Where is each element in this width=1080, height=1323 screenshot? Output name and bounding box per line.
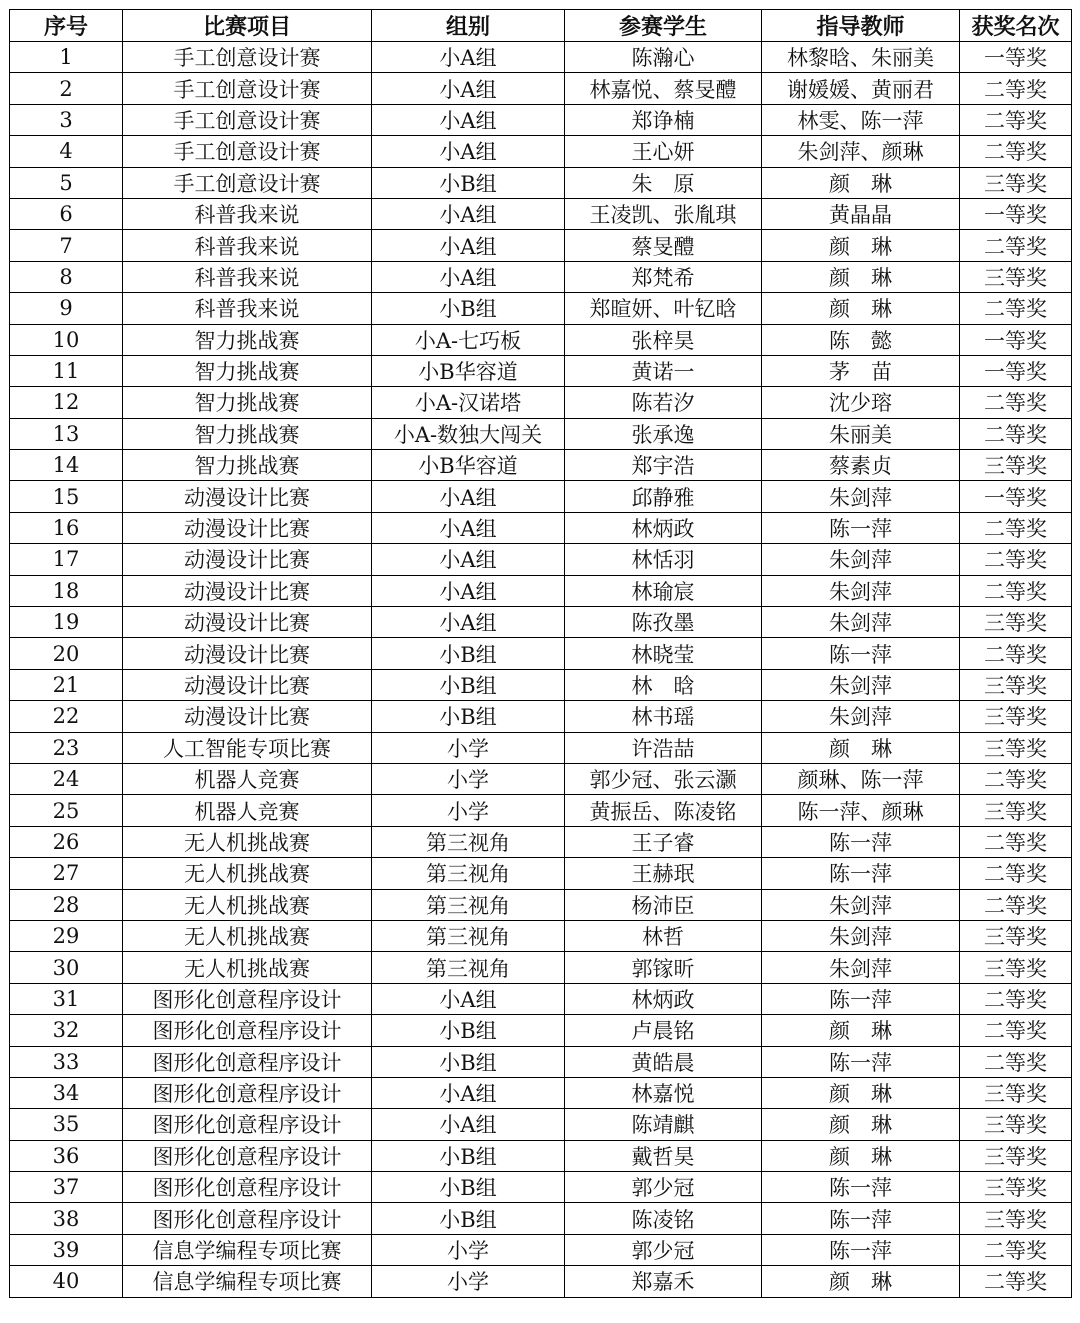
cell-teachers: 颜 琳 — [762, 261, 960, 292]
cell-group: 小A组 — [372, 230, 565, 261]
cell-index: 23 — [10, 732, 123, 763]
cell-teachers: 朱剑萍 — [762, 607, 960, 638]
header-students: 参赛学生 — [565, 10, 762, 42]
cell-competition: 图形化创意程序设计 — [123, 1172, 372, 1203]
cell-students: 郭镓昕 — [565, 952, 762, 983]
cell-teachers: 陈一萍 — [762, 512, 960, 543]
cell-teachers: 陈一萍 — [762, 638, 960, 669]
cell-award: 三等奖 — [960, 261, 1072, 292]
cell-group: 小A组 — [372, 261, 565, 292]
table-row — [10, 230, 1072, 261]
cell-students: 林瑜宸 — [565, 575, 762, 606]
cell-teachers: 颜 琳 — [762, 1266, 960, 1297]
cell-group: 小学 — [372, 1266, 565, 1297]
cell-students: 戴哲昊 — [565, 1140, 762, 1171]
table-row — [10, 1046, 1072, 1077]
cell-award: 二等奖 — [960, 1234, 1072, 1265]
cell-award: 三等奖 — [960, 920, 1072, 951]
cell-teachers: 陈一萍 — [762, 1046, 960, 1077]
cell-index: 35 — [10, 1109, 123, 1140]
table-row — [10, 732, 1072, 763]
cell-students: 黄诺一 — [565, 355, 762, 386]
cell-group: 小B组 — [372, 669, 565, 700]
cell-index: 17 — [10, 544, 123, 575]
cell-group: 小B组 — [372, 167, 565, 198]
cell-group: 小A组 — [372, 42, 565, 73]
cell-group: 第三视角 — [372, 952, 565, 983]
table-row — [10, 669, 1072, 700]
cell-teachers: 茅 苗 — [762, 355, 960, 386]
cell-index: 36 — [10, 1140, 123, 1171]
cell-teachers: 朱剑萍 — [762, 889, 960, 920]
table-row — [10, 261, 1072, 292]
cell-teachers: 颜 琳 — [762, 293, 960, 324]
cell-group: 小A组 — [372, 575, 565, 606]
cell-index: 27 — [10, 858, 123, 889]
cell-competition: 无人机挑战赛 — [123, 889, 372, 920]
cell-competition: 科普我来说 — [123, 198, 372, 229]
cell-group: 小B组 — [372, 638, 565, 669]
cell-students: 林恬羽 — [565, 544, 762, 575]
cell-teachers: 沈少瑢 — [762, 387, 960, 418]
cell-teachers: 林黎晗、朱丽美 — [762, 42, 960, 73]
cell-award: 一等奖 — [960, 324, 1072, 355]
cell-group: 小A组 — [372, 983, 565, 1014]
cell-students: 王赫珉 — [565, 858, 762, 889]
cell-competition: 手工创意设计赛 — [123, 73, 372, 104]
cell-teachers: 颜 琳 — [762, 1109, 960, 1140]
cell-teachers: 颜 琳 — [762, 1015, 960, 1046]
cell-index: 2 — [10, 73, 123, 104]
cell-students: 郭少冠 — [565, 1172, 762, 1203]
cell-award: 三等奖 — [960, 1140, 1072, 1171]
cell-students: 郭少冠、张云灏 — [565, 763, 762, 794]
cell-teachers: 颜 琳 — [762, 1140, 960, 1171]
cell-competition: 图形化创意程序设计 — [123, 1015, 372, 1046]
cell-index: 25 — [10, 795, 123, 826]
cell-competition: 手工创意设计赛 — [123, 167, 372, 198]
cell-index: 1 — [10, 42, 123, 73]
cell-teachers: 朱剑萍 — [762, 669, 960, 700]
cell-index: 8 — [10, 261, 123, 292]
cell-award: 二等奖 — [960, 889, 1072, 920]
cell-index: 9 — [10, 293, 123, 324]
cell-teachers: 朱剑萍 — [762, 920, 960, 951]
cell-teachers: 朱剑萍、颜琳 — [762, 136, 960, 167]
table-row — [10, 324, 1072, 355]
cell-competition: 手工创意设计赛 — [123, 136, 372, 167]
cell-teachers: 陈一萍 — [762, 983, 960, 1014]
cell-competition: 无人机挑战赛 — [123, 826, 372, 857]
cell-award: 二等奖 — [960, 638, 1072, 669]
cell-group: 小A-七巧板 — [372, 324, 565, 355]
cell-competition: 手工创意设计赛 — [123, 104, 372, 135]
cell-competition: 科普我来说 — [123, 230, 372, 261]
cell-group: 小B组 — [372, 293, 565, 324]
cell-students: 陈靖麒 — [565, 1109, 762, 1140]
cell-index: 11 — [10, 355, 123, 386]
cell-index: 38 — [10, 1203, 123, 1234]
cell-competition: 无人机挑战赛 — [123, 952, 372, 983]
cell-teachers: 陈 懿 — [762, 324, 960, 355]
cell-group: 小A组 — [372, 1077, 565, 1108]
cell-award: 二等奖 — [960, 1266, 1072, 1297]
cell-group: 小B华容道 — [372, 450, 565, 481]
cell-students: 王子睿 — [565, 826, 762, 857]
cell-group: 第三视角 — [372, 826, 565, 857]
table-row — [10, 826, 1072, 857]
cell-index: 16 — [10, 512, 123, 543]
table-row — [10, 1140, 1072, 1171]
cell-award: 二等奖 — [960, 575, 1072, 606]
cell-competition: 科普我来说 — [123, 261, 372, 292]
cell-group: 小A组 — [372, 136, 565, 167]
cell-competition: 图形化创意程序设计 — [123, 983, 372, 1014]
cell-students: 杨沛臣 — [565, 889, 762, 920]
cell-students: 陈若汐 — [565, 387, 762, 418]
cell-teachers: 朱剑萍 — [762, 952, 960, 983]
table-row — [10, 167, 1072, 198]
cell-award: 二等奖 — [960, 418, 1072, 449]
header-group: 组别 — [372, 10, 565, 42]
cell-award: 三等奖 — [960, 732, 1072, 763]
cell-teachers: 陈一萍 — [762, 826, 960, 857]
header-index: 序号 — [10, 10, 123, 42]
table-row — [10, 1077, 1072, 1108]
table-row — [10, 1266, 1072, 1297]
cell-group: 小A-数独大闯关 — [372, 418, 565, 449]
cell-award: 三等奖 — [960, 167, 1072, 198]
cell-group: 小学 — [372, 763, 565, 794]
cell-group: 小A组 — [372, 481, 565, 512]
cell-group: 小A组 — [372, 1109, 565, 1140]
cell-students: 王心妍 — [565, 136, 762, 167]
header-award: 获奖名次 — [960, 10, 1072, 42]
cell-index: 5 — [10, 167, 123, 198]
cell-award: 二等奖 — [960, 858, 1072, 889]
cell-students: 陈凌铭 — [565, 1203, 762, 1234]
cell-students: 林哲 — [565, 920, 762, 951]
header-teachers: 指导教师 — [762, 10, 960, 42]
cell-teachers: 陈一萍 — [762, 1172, 960, 1203]
cell-teachers: 谢媛媛、黄丽君 — [762, 73, 960, 104]
cell-index: 19 — [10, 607, 123, 638]
cell-teachers: 颜琳、陈一萍 — [762, 763, 960, 794]
table-row — [10, 136, 1072, 167]
cell-teachers: 蔡素贞 — [762, 450, 960, 481]
cell-index: 30 — [10, 952, 123, 983]
cell-award: 三等奖 — [960, 795, 1072, 826]
table-row — [10, 198, 1072, 229]
cell-group: 第三视角 — [372, 858, 565, 889]
cell-students: 郑暄妍、叶钇晗 — [565, 293, 762, 324]
cell-teachers: 朱剑萍 — [762, 701, 960, 732]
cell-teachers: 陈一萍 — [762, 1203, 960, 1234]
table-row — [10, 1109, 1072, 1140]
table-row — [10, 293, 1072, 324]
table-row — [10, 512, 1072, 543]
cell-competition: 信息学编程专项比赛 — [123, 1234, 372, 1265]
cell-group: 小B组 — [372, 1140, 565, 1171]
cell-index: 12 — [10, 387, 123, 418]
table-row — [10, 355, 1072, 386]
table-row — [10, 73, 1072, 104]
cell-award: 三等奖 — [960, 1203, 1072, 1234]
cell-award: 三等奖 — [960, 669, 1072, 700]
cell-teachers: 黄晶晶 — [762, 198, 960, 229]
cell-students: 蔡旻醴 — [565, 230, 762, 261]
cell-teachers: 颜 琳 — [762, 732, 960, 763]
cell-award: 二等奖 — [960, 387, 1072, 418]
cell-group: 小A组 — [372, 198, 565, 229]
table-row — [10, 763, 1072, 794]
cell-competition: 智力挑战赛 — [123, 418, 372, 449]
cell-students: 陈瀚心 — [565, 42, 762, 73]
cell-competition: 智力挑战赛 — [123, 324, 372, 355]
table-row — [10, 795, 1072, 826]
cell-students: 许浩喆 — [565, 732, 762, 763]
cell-students: 朱 原 — [565, 167, 762, 198]
cell-group: 小B组 — [372, 1203, 565, 1234]
cell-students: 卢晨铭 — [565, 1015, 762, 1046]
table-row — [10, 42, 1072, 73]
cell-index: 10 — [10, 324, 123, 355]
cell-index: 24 — [10, 763, 123, 794]
cell-students: 郑梵希 — [565, 261, 762, 292]
cell-competition: 动漫设计比赛 — [123, 701, 372, 732]
table-row — [10, 544, 1072, 575]
cell-teachers: 陈一萍 — [762, 1234, 960, 1265]
cell-index: 31 — [10, 983, 123, 1014]
cell-award: 三等奖 — [960, 701, 1072, 732]
cell-index: 40 — [10, 1266, 123, 1297]
table-row — [10, 1172, 1072, 1203]
cell-award: 二等奖 — [960, 230, 1072, 261]
table-row — [10, 387, 1072, 418]
cell-teachers: 林雯、陈一萍 — [762, 104, 960, 135]
table-row — [10, 983, 1072, 1014]
cell-index: 29 — [10, 920, 123, 951]
table-row — [10, 104, 1072, 135]
cell-award: 三等奖 — [960, 1109, 1072, 1140]
cell-group: 小B组 — [372, 1015, 565, 1046]
cell-students: 林炳政 — [565, 512, 762, 543]
cell-index: 7 — [10, 230, 123, 261]
cell-award: 三等奖 — [960, 450, 1072, 481]
cell-group: 小学 — [372, 732, 565, 763]
cell-competition: 无人机挑战赛 — [123, 920, 372, 951]
cell-award: 三等奖 — [960, 952, 1072, 983]
cell-competition: 智力挑战赛 — [123, 450, 372, 481]
cell-award: 二等奖 — [960, 136, 1072, 167]
table-row — [10, 858, 1072, 889]
cell-award: 二等奖 — [960, 826, 1072, 857]
cell-students: 黄皓晨 — [565, 1046, 762, 1077]
cell-award: 三等奖 — [960, 607, 1072, 638]
cell-index: 13 — [10, 418, 123, 449]
awards-table — [9, 9, 1072, 1298]
cell-competition: 信息学编程专项比赛 — [123, 1266, 372, 1297]
cell-award: 二等奖 — [960, 1015, 1072, 1046]
cell-index: 18 — [10, 575, 123, 606]
cell-index: 37 — [10, 1172, 123, 1203]
cell-students: 林 晗 — [565, 669, 762, 700]
cell-group: 小学 — [372, 795, 565, 826]
table-row — [10, 481, 1072, 512]
cell-teachers: 朱剑萍 — [762, 481, 960, 512]
cell-competition: 智力挑战赛 — [123, 387, 372, 418]
cell-index: 26 — [10, 826, 123, 857]
cell-students: 郑宇浩 — [565, 450, 762, 481]
cell-award: 一等奖 — [960, 355, 1072, 386]
cell-students: 黄振岳、陈凌铭 — [565, 795, 762, 826]
cell-students: 邱静雅 — [565, 481, 762, 512]
cell-competition: 人工智能专项比赛 — [123, 732, 372, 763]
cell-group: 小A组 — [372, 73, 565, 104]
cell-award: 二等奖 — [960, 512, 1072, 543]
cell-index: 34 — [10, 1077, 123, 1108]
cell-competition: 动漫设计比赛 — [123, 544, 372, 575]
cell-award: 一等奖 — [960, 42, 1072, 73]
cell-index: 33 — [10, 1046, 123, 1077]
cell-award: 三等奖 — [960, 1172, 1072, 1203]
cell-competition: 图形化创意程序设计 — [123, 1140, 372, 1171]
cell-competition: 动漫设计比赛 — [123, 575, 372, 606]
cell-students: 林炳政 — [565, 983, 762, 1014]
table-row — [10, 1234, 1072, 1265]
cell-competition: 动漫设计比赛 — [123, 607, 372, 638]
cell-award: 一等奖 — [960, 198, 1072, 229]
table-row — [10, 701, 1072, 732]
cell-index: 3 — [10, 104, 123, 135]
cell-index: 28 — [10, 889, 123, 920]
cell-competition: 机器人竞赛 — [123, 763, 372, 794]
cell-index: 22 — [10, 701, 123, 732]
cell-group: 小B组 — [372, 701, 565, 732]
cell-index: 14 — [10, 450, 123, 481]
cell-index: 6 — [10, 198, 123, 229]
header-competition: 比赛项目 — [123, 10, 372, 42]
cell-teachers: 颜 琳 — [762, 167, 960, 198]
cell-award: 三等奖 — [960, 1077, 1072, 1108]
cell-competition: 智力挑战赛 — [123, 355, 372, 386]
cell-teachers: 陈一萍、颜琳 — [762, 795, 960, 826]
awards-table-container — [9, 9, 1072, 1298]
cell-students: 张承逸 — [565, 418, 762, 449]
cell-award: 二等奖 — [960, 293, 1072, 324]
cell-group: 第三视角 — [372, 920, 565, 951]
cell-group: 小A组 — [372, 544, 565, 575]
cell-students: 郑嘉禾 — [565, 1266, 762, 1297]
cell-award: 二等奖 — [960, 1046, 1072, 1077]
cell-index: 20 — [10, 638, 123, 669]
cell-index: 32 — [10, 1015, 123, 1046]
cell-group: 小B组 — [372, 1172, 565, 1203]
cell-group: 小A组 — [372, 607, 565, 638]
cell-group: 小A组 — [372, 104, 565, 135]
cell-competition: 科普我来说 — [123, 293, 372, 324]
cell-competition: 图形化创意程序设计 — [123, 1046, 372, 1077]
cell-award: 二等奖 — [960, 104, 1072, 135]
cell-competition: 手工创意设计赛 — [123, 42, 372, 73]
cell-students: 林嘉悦、蔡旻醴 — [565, 73, 762, 104]
cell-teachers: 朱丽美 — [762, 418, 960, 449]
table-body — [10, 42, 1072, 1298]
cell-index: 15 — [10, 481, 123, 512]
table-row — [10, 889, 1072, 920]
table-row — [10, 450, 1072, 481]
cell-students: 林书瑶 — [565, 701, 762, 732]
cell-teachers: 朱剑萍 — [762, 575, 960, 606]
cell-award: 二等奖 — [960, 983, 1072, 1014]
cell-teachers: 颜 琳 — [762, 1077, 960, 1108]
table-row — [10, 607, 1072, 638]
table-row — [10, 920, 1072, 951]
cell-teachers: 陈一萍 — [762, 858, 960, 889]
cell-students: 郑诤楠 — [565, 104, 762, 135]
table-row — [10, 575, 1072, 606]
cell-competition: 图形化创意程序设计 — [123, 1203, 372, 1234]
cell-competition: 无人机挑战赛 — [123, 858, 372, 889]
cell-competition: 图形化创意程序设计 — [123, 1109, 372, 1140]
cell-competition: 图形化创意程序设计 — [123, 1077, 372, 1108]
cell-students: 张梓昊 — [565, 324, 762, 355]
cell-index: 39 — [10, 1234, 123, 1265]
cell-competition: 动漫设计比赛 — [123, 669, 372, 700]
cell-group: 小A组 — [372, 512, 565, 543]
cell-competition: 动漫设计比赛 — [123, 638, 372, 669]
cell-group: 小B华容道 — [372, 355, 565, 386]
cell-students: 王凌凯、张胤琪 — [565, 198, 762, 229]
cell-index: 4 — [10, 136, 123, 167]
cell-index: 21 — [10, 669, 123, 700]
cell-students: 陈孜墨 — [565, 607, 762, 638]
cell-group: 第三视角 — [372, 889, 565, 920]
table-row — [10, 952, 1072, 983]
table-row — [10, 1015, 1072, 1046]
cell-award: 二等奖 — [960, 73, 1072, 104]
cell-students: 林晓莹 — [565, 638, 762, 669]
cell-group: 小A-汉诺塔 — [372, 387, 565, 418]
table-row — [10, 418, 1072, 449]
cell-teachers: 朱剑萍 — [762, 544, 960, 575]
cell-competition: 动漫设计比赛 — [123, 512, 372, 543]
cell-students: 林嘉悦 — [565, 1077, 762, 1108]
cell-competition: 动漫设计比赛 — [123, 481, 372, 512]
cell-group: 小B组 — [372, 1046, 565, 1077]
table-row — [10, 1203, 1072, 1234]
cell-students: 郭少冠 — [565, 1234, 762, 1265]
cell-competition: 机器人竞赛 — [123, 795, 372, 826]
table-header-row — [10, 10, 1072, 42]
cell-group: 小学 — [372, 1234, 565, 1265]
cell-teachers: 颜 琳 — [762, 230, 960, 261]
table-row — [10, 638, 1072, 669]
cell-award: 二等奖 — [960, 544, 1072, 575]
cell-award: 一等奖 — [960, 481, 1072, 512]
cell-award: 二等奖 — [960, 763, 1072, 794]
